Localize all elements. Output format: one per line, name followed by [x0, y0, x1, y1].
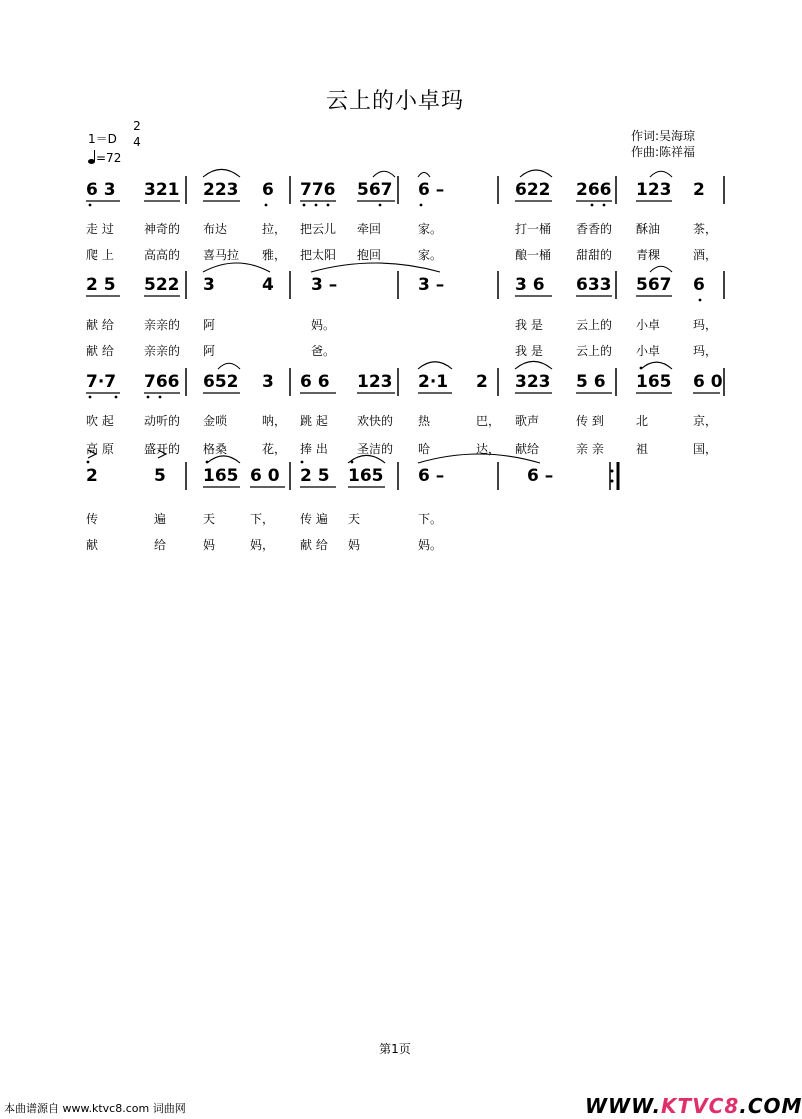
note-group: 6 – — [527, 466, 554, 486]
composer: 作曲:陈祥福 — [631, 145, 696, 159]
lyric-verse-1: 天 — [348, 512, 361, 526]
lyric-verse-2: 爬 上 — [86, 248, 114, 262]
lyric-verse-2: 亲亲的 — [144, 344, 181, 358]
lyric-verse-2: 小卓 — [636, 344, 661, 358]
lyric-verse-1: 妈。 — [311, 318, 336, 332]
lyric-verse-1: 巴， — [476, 414, 501, 428]
lyric-verse-2: 哈 — [418, 442, 431, 456]
note-group: 223 — [203, 180, 239, 200]
note-group: 2 — [476, 372, 488, 392]
note-group: 165 — [203, 466, 239, 486]
lyric-verse-2: 高高的 — [144, 248, 181, 262]
note-group: 3 – — [311, 275, 338, 295]
octave-dot — [591, 204, 594, 207]
time-sig-top: 2 — [133, 119, 141, 133]
note-group: 3 – — [418, 275, 445, 295]
lyric-verse-2: 雅， — [262, 248, 287, 262]
octave-dot — [115, 396, 118, 399]
octave-dot — [265, 204, 268, 207]
lyric-verse-1: 神奇的 — [144, 222, 181, 236]
note-group: 323 — [515, 372, 551, 392]
slur — [418, 454, 540, 463]
lyric-verse-1: 我 是 — [515, 318, 543, 332]
lyric-verse-2: 妈， — [250, 538, 275, 552]
tempo-value: =72 — [96, 151, 122, 165]
site-logo — [585, 1094, 802, 1118]
page-number: 第1页 — [379, 1042, 411, 1056]
octave-dot — [89, 396, 92, 399]
lyricist: 作词:吴海琼 — [631, 129, 696, 143]
octave-dot — [87, 461, 90, 464]
octave-dot — [699, 299, 702, 302]
note-group: 6 0 — [250, 466, 280, 486]
lyric-verse-2: 献 给 — [300, 538, 328, 552]
lyric-verse-1: 京， — [693, 414, 718, 428]
note-group: 6 — [262, 180, 274, 200]
lyric-verse-1: 阿 — [203, 318, 216, 332]
lyric-verse-2: 圣洁的 — [357, 442, 394, 456]
lyric-verse-1: 欢快的 — [357, 414, 394, 428]
lyric-verse-2: 献 — [86, 538, 99, 552]
lyric-verse-1: 亲亲的 — [144, 318, 181, 332]
lyric-verse-1: 歌声 — [515, 414, 540, 428]
note-group: 633 — [576, 275, 612, 295]
lyric-verse-2: 国， — [693, 442, 718, 456]
octave-dot — [315, 204, 318, 207]
note-group: 5 — [154, 466, 166, 486]
logo-part-brand: KTVC8 — [661, 1094, 740, 1118]
lyric-verse-2: 格桑 — [203, 442, 228, 456]
note-group: 6 – — [418, 180, 445, 200]
slur — [418, 173, 430, 178]
note-group: 2 — [86, 466, 98, 486]
lyric-verse-2: 盛开的 — [144, 442, 181, 456]
lyric-verse-1: 传 — [86, 512, 99, 526]
lyric-verse-2: 喜马拉 — [203, 248, 240, 262]
lyric-verse-2: 达， — [476, 442, 501, 456]
lyric-verse-2: 家。 — [418, 248, 443, 262]
note-group: 7·7 — [86, 372, 117, 392]
lyric-verse-2: 高 原 — [86, 442, 114, 456]
accent-mark — [158, 450, 166, 458]
note-group: 776 — [300, 180, 336, 200]
key-signature: 1＝D — [88, 132, 117, 146]
slur — [515, 361, 552, 369]
source-credit: 本曲谱源自 www.ktvc8.com 词曲网 — [4, 1102, 186, 1115]
lyric-verse-1: 动听的 — [144, 414, 181, 428]
note-group: 6 — [693, 275, 705, 295]
note-group: 266 — [576, 180, 612, 200]
note-group: 3 6 — [515, 275, 545, 295]
note-group: 165 — [348, 466, 384, 486]
lyric-verse-1: 天 — [203, 512, 216, 526]
lyric-verse-2: 青稞 — [636, 248, 661, 262]
lyric-verse-2: 云上的 — [576, 344, 613, 358]
lyric-verse-1: 献 给 — [86, 318, 114, 332]
repeat-dot — [611, 470, 614, 473]
note-group: 4 — [262, 275, 274, 295]
accent-mark — [88, 450, 96, 458]
octave-dot — [147, 396, 150, 399]
logo-part-com: .COM — [739, 1094, 802, 1118]
octave-dot — [420, 204, 423, 207]
note-group: 567 — [357, 180, 393, 200]
note-group: 2 5 — [300, 466, 330, 486]
lyric-verse-2: 玛， — [693, 344, 718, 358]
note-group: 622 — [515, 180, 551, 200]
lyric-verse-2: 妈。 — [418, 538, 443, 552]
lyric-verse-1: 传 到 — [576, 414, 604, 428]
lyric-verse-1: 小卓 — [636, 318, 661, 332]
note-group: 6 3 — [86, 180, 116, 200]
slur — [207, 456, 240, 463]
lyric-verse-2: 把太阳 — [300, 248, 337, 262]
octave-dot — [379, 204, 382, 207]
octave-dot — [89, 204, 92, 207]
lyric-verse-1: 打一桶 — [515, 222, 552, 236]
lyric-verse-1: 传 遍 — [300, 512, 328, 526]
lyric-verse-2: 酿一桶 — [515, 248, 552, 262]
octave-dot — [303, 204, 306, 207]
lyric-verse-1: 热 — [418, 414, 431, 428]
note-group: 123 — [636, 180, 672, 200]
slur — [641, 362, 672, 369]
lyric-verse-1: 家。 — [418, 222, 443, 236]
lyric-verse-1: 把云儿 — [300, 222, 337, 236]
note-group: 766 — [144, 372, 180, 392]
note-group: 3 — [203, 275, 215, 295]
octave-dot — [603, 204, 606, 207]
lyric-verse-2: 抱回 — [357, 248, 382, 262]
lyric-verse-1: 呐， — [262, 414, 287, 428]
note-group: 522 — [144, 275, 180, 295]
lyric-verse-1: 香香的 — [576, 222, 613, 236]
lyric-verse-2: 献给 — [515, 442, 540, 456]
note-group: 6 6 — [300, 372, 330, 392]
lyric-verse-1: 拉， — [262, 222, 287, 236]
note-group: 165 — [636, 372, 672, 392]
note-group: 652 — [203, 372, 239, 392]
lyric-verse-1: 跳 起 — [300, 414, 328, 428]
lyric-verse-2: 祖 — [636, 442, 649, 456]
lyric-verse-2: 给 — [154, 538, 167, 552]
lyric-verse-1: 吹 起 — [86, 414, 114, 428]
lyric-verse-1: 金唢 — [203, 414, 228, 428]
lyric-verse-2: 妈 — [203, 538, 216, 552]
note-group: 5 6 — [576, 372, 606, 392]
lyric-verse-2: 捧 出 — [300, 442, 328, 456]
lyric-verse-1: 遍 — [154, 512, 167, 526]
lyric-verse-2: 甜甜的 — [576, 248, 613, 262]
octave-dot — [159, 396, 162, 399]
slur — [348, 455, 385, 463]
time-sig-bottom: 4 — [133, 135, 141, 149]
slur — [520, 170, 552, 177]
slur — [203, 263, 270, 272]
lyric-verse-1: 布达 — [203, 222, 228, 236]
lyric-verse-1: 下， — [250, 512, 275, 526]
octave-dot — [327, 204, 330, 207]
lyric-verse-2: 妈 — [348, 538, 361, 552]
lyric-verse-1: 牵回 — [357, 222, 382, 236]
note-group: 2 5 — [86, 275, 116, 295]
logo-part-www: WWW. — [585, 1094, 662, 1118]
note-group: 2 — [693, 180, 705, 200]
slur — [218, 363, 240, 369]
lyric-verse-1: 走 过 — [86, 222, 114, 236]
slur — [311, 263, 440, 272]
lyric-verse-1: 玛， — [693, 318, 718, 332]
note-group: 2·1 — [418, 372, 449, 392]
lyric-verse-2: 献 给 — [86, 344, 114, 358]
lyric-verse-1: 酥油 — [636, 222, 661, 236]
lyric-verse-2: 我 是 — [515, 344, 543, 358]
lyric-verse-2: 爸。 — [311, 344, 336, 358]
lyric-verse-1: 北 — [636, 414, 649, 428]
lyric-verse-2: 阿 — [203, 344, 216, 358]
note-group: 3 — [262, 372, 274, 392]
song-title: 云上的小卓玛 — [325, 89, 464, 114]
slur — [373, 171, 395, 177]
note-group: 567 — [636, 275, 672, 295]
lyric-verse-2: 酒， — [693, 248, 718, 262]
lyric-verse-2: 花， — [262, 442, 287, 456]
slur — [650, 266, 672, 272]
note-group: 123 — [357, 372, 393, 392]
repeat-dot — [611, 480, 614, 483]
slur — [203, 169, 240, 177]
note-group: 6 0 — [693, 372, 723, 392]
lyric-verse-2: 亲 亲 — [576, 442, 604, 456]
lyric-verse-1: 下。 — [418, 512, 443, 526]
lyric-verse-1: 茶， — [693, 222, 718, 236]
octave-dot — [301, 461, 304, 464]
note-group: 321 — [144, 180, 180, 200]
lyric-verse-1: 云上的 — [576, 318, 613, 332]
note-group: 6 – — [418, 466, 445, 486]
slur — [418, 362, 452, 369]
slur — [650, 171, 672, 177]
